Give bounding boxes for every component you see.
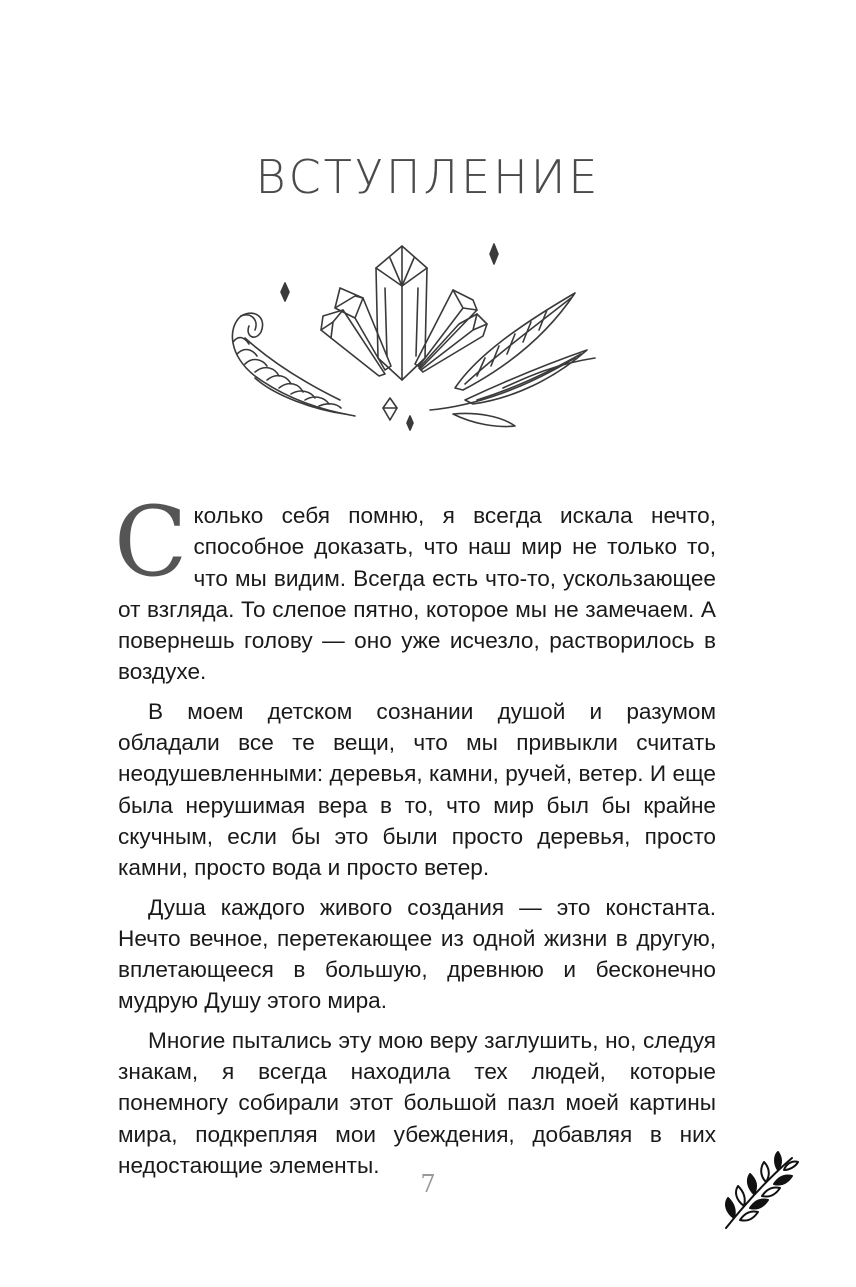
crystal-feather-leaf-ornament-icon	[215, 238, 600, 438]
leaf-sprig-icon	[720, 1148, 802, 1234]
paragraph-3: Душа каждого живого создания — это константа. Нечто вечное, перетекающее из одной жизни в другую, вплетающееся в большую, древнюю и бесконечно мудрую Душу этого мира.	[118, 894, 716, 1014]
chapter-body	[114, 486, 716, 1181]
paragraph-1	[114, 486, 716, 688]
paragraph-4: Многие пытались эту мою веру заглушить, но, следуя знакам, я всегда находила тех людей, которые понемногу собирали этот большой пазл моей картины мира, подкрепляя мои убеждения, добавляя в них недостающие элементы.	[118, 1027, 716, 1178]
chapter-title: ВСТУПЛЕНИЕ	[255, 150, 601, 204]
paragraph-2: В моем детском сознании душой и разумом обладали все те вещи, что мы привыкли считать неодушевленными: деревья, камни, ручей, ветер. И еще была нерушимая вера в то, что мир был бы крайне скучным, если бы это были просто деревья, просто камни, просто вода и просто ветер.	[118, 698, 716, 881]
page-number: 7	[420, 1170, 436, 1198]
drop-cap: С	[114, 486, 188, 598]
paragraph-1-text: колько себя помню, я всегда искала нечто, способное доказать, что наш мир не только то, что мы видим. Всегда есть что-то, ускользающее от взгляда. То слепое пятно, которое мы не замечаем. А повернешь голову — оно уже исчезло, растворилось в воздухе.	[118, 503, 716, 685]
